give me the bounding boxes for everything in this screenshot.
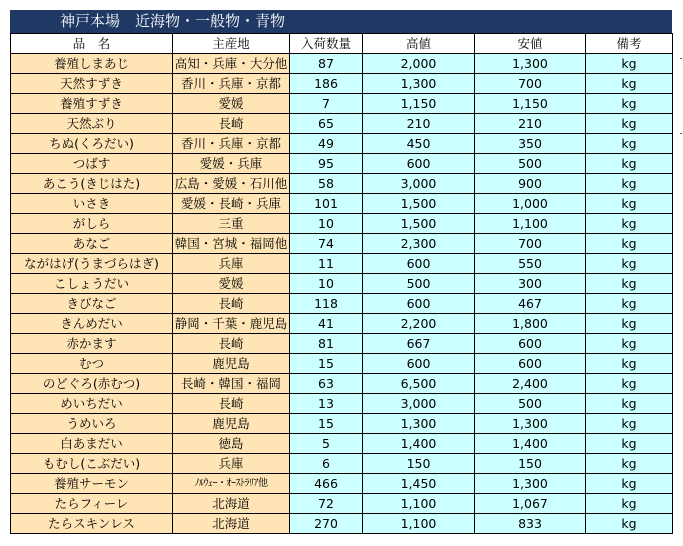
column-header-remarks: 備考 bbox=[586, 34, 673, 54]
cell-origin: 長崎 bbox=[173, 334, 290, 354]
cell-high-price: 6,500 bbox=[363, 374, 475, 394]
column-header-quantity: 入荷数量 bbox=[290, 34, 363, 54]
table-row bbox=[11, 74, 673, 94]
cell-quantity: 15 bbox=[290, 354, 363, 374]
cell-name: もむし(こぶだい) bbox=[11, 454, 173, 474]
cell-low-price: 600 bbox=[475, 334, 586, 354]
cell-high-price: 2,200 bbox=[363, 314, 475, 334]
table-row bbox=[11, 474, 673, 494]
table-row bbox=[11, 214, 673, 234]
cell-quantity: 81 bbox=[290, 334, 363, 354]
header-row bbox=[11, 34, 673, 54]
cell-unit: kg bbox=[586, 454, 673, 474]
cell-unit: kg bbox=[586, 414, 673, 434]
cell-low-price: 500 bbox=[475, 394, 586, 414]
cell-high-price: 600 bbox=[363, 154, 475, 174]
cell-unit: kg bbox=[586, 94, 673, 114]
table-row bbox=[11, 434, 673, 454]
cell-origin: 長崎・韓国・福岡 bbox=[173, 374, 290, 394]
cell-quantity: 13 bbox=[290, 394, 363, 414]
cell-name: むつ bbox=[11, 354, 173, 374]
cell-name: あなご bbox=[11, 234, 173, 254]
table-row bbox=[11, 174, 673, 194]
cell-high-price: 210 bbox=[363, 114, 475, 134]
table-row bbox=[11, 94, 673, 114]
cell-origin: 三重 bbox=[173, 214, 290, 234]
cell-low-price: 350 bbox=[475, 134, 586, 154]
cell-quantity: 10 bbox=[290, 274, 363, 294]
cell-unit: kg bbox=[586, 154, 673, 174]
cell-quantity: 7 bbox=[290, 94, 363, 114]
cell-high-price: 3,000 bbox=[363, 394, 475, 414]
cell-name: 天然ぶり bbox=[11, 114, 173, 134]
cell-unit: kg bbox=[586, 434, 673, 454]
cell-unit: kg bbox=[586, 74, 673, 94]
cell-high-price: 600 bbox=[363, 254, 475, 274]
cell-quantity: 65 bbox=[290, 114, 363, 134]
cell-quantity: 58 bbox=[290, 174, 363, 194]
cell-quantity: 95 bbox=[290, 154, 363, 174]
cell-unit: kg bbox=[586, 254, 673, 274]
cell-low-price: 600 bbox=[475, 354, 586, 374]
cell-high-price: 600 bbox=[363, 354, 475, 374]
cell-low-price: 700 bbox=[475, 234, 586, 254]
cell-name: がしら bbox=[11, 214, 173, 234]
cell-high-price: 1,400 bbox=[363, 434, 475, 454]
cell-quantity: 41 bbox=[290, 314, 363, 334]
cell-high-price: 2,300 bbox=[363, 234, 475, 254]
table-row bbox=[11, 374, 673, 394]
cell-name: 天然すずき bbox=[11, 74, 173, 94]
column-header-high-price: 高値 bbox=[363, 34, 475, 54]
cell-origin: 兵庫 bbox=[173, 454, 290, 474]
cell-name: ちぬ(くろだい) bbox=[11, 134, 173, 154]
cell-high-price: 3,000 bbox=[363, 174, 475, 194]
sheet-title: 神戸本場 近海物・一般物・青物 bbox=[10, 10, 672, 33]
cell-low-price: 1,300 bbox=[475, 474, 586, 494]
cell-high-price: 1,450 bbox=[363, 474, 475, 494]
cell-unit: kg bbox=[586, 334, 673, 354]
cell-quantity: 186 bbox=[290, 74, 363, 94]
cell-high-price: 600 bbox=[363, 294, 475, 314]
cell-name: いさき bbox=[11, 194, 173, 214]
cell-low-price: 1,100 bbox=[475, 214, 586, 234]
cell-name: 白あまだい bbox=[11, 434, 173, 454]
cell-high-price: 1,100 bbox=[363, 514, 475, 534]
cell-origin: 北海道 bbox=[173, 494, 290, 514]
cell-origin: 愛媛・兵庫 bbox=[173, 154, 290, 174]
cell-low-price: 1,300 bbox=[475, 414, 586, 434]
cell-high-price: 2,000 bbox=[363, 54, 475, 74]
table-row bbox=[11, 514, 673, 534]
column-header-low-price: 安値 bbox=[475, 34, 586, 54]
cell-low-price: 1,800 bbox=[475, 314, 586, 334]
table-row bbox=[11, 354, 673, 374]
cell-unit: kg bbox=[586, 294, 673, 314]
cell-name: のどぐろ(赤むつ) bbox=[11, 374, 173, 394]
cell-name: めいちだい bbox=[11, 394, 173, 414]
table-row bbox=[11, 194, 673, 214]
cell-origin: 長崎 bbox=[173, 294, 290, 314]
cell-low-price: 150 bbox=[475, 454, 586, 474]
table-row bbox=[11, 254, 673, 274]
cell-origin: 愛媛 bbox=[173, 94, 290, 114]
cell-low-price: 900 bbox=[475, 174, 586, 194]
cell-name: 養殖すずき bbox=[11, 94, 173, 114]
cell-name: うめいろ bbox=[11, 414, 173, 434]
cell-origin: 香川・兵庫・京都 bbox=[173, 74, 290, 94]
table-row bbox=[11, 134, 673, 154]
cell-quantity: 74 bbox=[290, 234, 363, 254]
cell-unit: kg bbox=[586, 214, 673, 234]
table-row bbox=[11, 414, 673, 434]
column-header-name: 品 名 bbox=[11, 34, 173, 54]
cell-quantity: 118 bbox=[290, 294, 363, 314]
cell-origin: 愛媛・長崎・兵庫 bbox=[173, 194, 290, 214]
cell-name: 赤かます bbox=[11, 334, 173, 354]
table-row bbox=[11, 274, 673, 294]
cell-low-price: 1,400 bbox=[475, 434, 586, 454]
cell-high-price: 1,300 bbox=[363, 74, 475, 94]
cell-unit: kg bbox=[586, 374, 673, 394]
cell-high-price: 500 bbox=[363, 274, 475, 294]
cell-name: ながはげ(うまづらはぎ) bbox=[11, 254, 173, 274]
table-row bbox=[11, 54, 673, 74]
cell-low-price: 550 bbox=[475, 254, 586, 274]
cell-origin: 鹿児島 bbox=[173, 414, 290, 434]
cell-unit: kg bbox=[586, 394, 673, 414]
cell-quantity: 6 bbox=[290, 454, 363, 474]
cell-low-price: 1,150 bbox=[475, 94, 586, 114]
cell-quantity: 49 bbox=[290, 134, 363, 154]
cell-origin: 高知・兵庫・大分他 bbox=[173, 54, 290, 74]
cell-unit: kg bbox=[586, 494, 673, 514]
cell-name: あこう(きじはた) bbox=[11, 174, 173, 194]
price-table bbox=[10, 33, 673, 534]
cell-high-price: 1,150 bbox=[363, 94, 475, 114]
cell-quantity: 466 bbox=[290, 474, 363, 494]
cell-name: きびなご bbox=[11, 294, 173, 314]
cell-quantity: 101 bbox=[290, 194, 363, 214]
cell-unit: kg bbox=[586, 174, 673, 194]
table-row bbox=[11, 314, 673, 334]
cell-origin: 長崎 bbox=[173, 394, 290, 414]
cell-low-price: 1,067 bbox=[475, 494, 586, 514]
cell-name: たらスキンレス bbox=[11, 514, 173, 534]
cell-high-price: 1,500 bbox=[363, 214, 475, 234]
table-row bbox=[11, 114, 673, 134]
cell-origin: 北海道 bbox=[173, 514, 290, 534]
cell-high-price: 450 bbox=[363, 134, 475, 154]
cell-unit: kg bbox=[586, 134, 673, 154]
cell-origin: ﾉﾙｳｪｰ・ｵｰｽﾄﾗﾘｱ他 bbox=[173, 474, 290, 494]
cell-unit: kg bbox=[586, 354, 673, 374]
cell-unit: kg bbox=[586, 114, 673, 134]
cell-high-price: 1,300 bbox=[363, 414, 475, 434]
cell-quantity: 87 bbox=[290, 54, 363, 74]
cell-unit: kg bbox=[586, 54, 673, 74]
margin-mark bbox=[680, 133, 682, 134]
cell-quantity: 63 bbox=[290, 374, 363, 394]
cell-high-price: 1,100 bbox=[363, 494, 475, 514]
cell-origin: 愛媛 bbox=[173, 274, 290, 294]
table-row bbox=[11, 454, 673, 474]
cell-unit: kg bbox=[586, 234, 673, 254]
table-row bbox=[11, 394, 673, 414]
cell-low-price: 833 bbox=[475, 514, 586, 534]
cell-low-price: 2,400 bbox=[475, 374, 586, 394]
cell-origin: 長崎 bbox=[173, 114, 290, 134]
cell-high-price: 150 bbox=[363, 454, 475, 474]
cell-unit: kg bbox=[586, 514, 673, 534]
margin-mark bbox=[680, 58, 682, 59]
cell-low-price: 1,000 bbox=[475, 194, 586, 214]
cell-origin: 静岡・千葉・鹿児島 bbox=[173, 314, 290, 334]
table-row bbox=[11, 334, 673, 354]
table-row bbox=[11, 154, 673, 174]
column-header-origin: 主産地 bbox=[173, 34, 290, 54]
cell-quantity: 10 bbox=[290, 214, 363, 234]
cell-unit: kg bbox=[586, 474, 673, 494]
cell-unit: kg bbox=[586, 274, 673, 294]
table-row bbox=[11, 294, 673, 314]
cell-origin: 鹿児島 bbox=[173, 354, 290, 374]
cell-name: つばす bbox=[11, 154, 173, 174]
cell-name: こしょうだい bbox=[11, 274, 173, 294]
cell-unit: kg bbox=[586, 194, 673, 214]
cell-quantity: 5 bbox=[290, 434, 363, 454]
cell-origin: 韓国・宮城・福岡他 bbox=[173, 234, 290, 254]
cell-name: きんめだい bbox=[11, 314, 173, 334]
table-row bbox=[11, 494, 673, 514]
cell-origin: 兵庫 bbox=[173, 254, 290, 274]
cell-high-price: 1,500 bbox=[363, 194, 475, 214]
cell-low-price: 700 bbox=[475, 74, 586, 94]
cell-origin: 広島・愛媛・石川他 bbox=[173, 174, 290, 194]
price-sheet bbox=[10, 10, 672, 534]
cell-quantity: 72 bbox=[290, 494, 363, 514]
cell-low-price: 210 bbox=[475, 114, 586, 134]
cell-low-price: 300 bbox=[475, 274, 586, 294]
cell-low-price: 1,300 bbox=[475, 54, 586, 74]
cell-high-price: 667 bbox=[363, 334, 475, 354]
cell-low-price: 467 bbox=[475, 294, 586, 314]
cell-low-price: 500 bbox=[475, 154, 586, 174]
cell-name: 養殖しまあじ bbox=[11, 54, 173, 74]
cell-quantity: 270 bbox=[290, 514, 363, 534]
cell-quantity: 15 bbox=[290, 414, 363, 434]
cell-unit: kg bbox=[586, 314, 673, 334]
cell-name: 養殖サーモン bbox=[11, 474, 173, 494]
cell-quantity: 11 bbox=[290, 254, 363, 274]
cell-name: たらフィーレ bbox=[11, 494, 173, 514]
cell-origin: 香川・兵庫・京都 bbox=[173, 134, 290, 154]
table-row bbox=[11, 234, 673, 254]
cell-origin: 徳島 bbox=[173, 434, 290, 454]
